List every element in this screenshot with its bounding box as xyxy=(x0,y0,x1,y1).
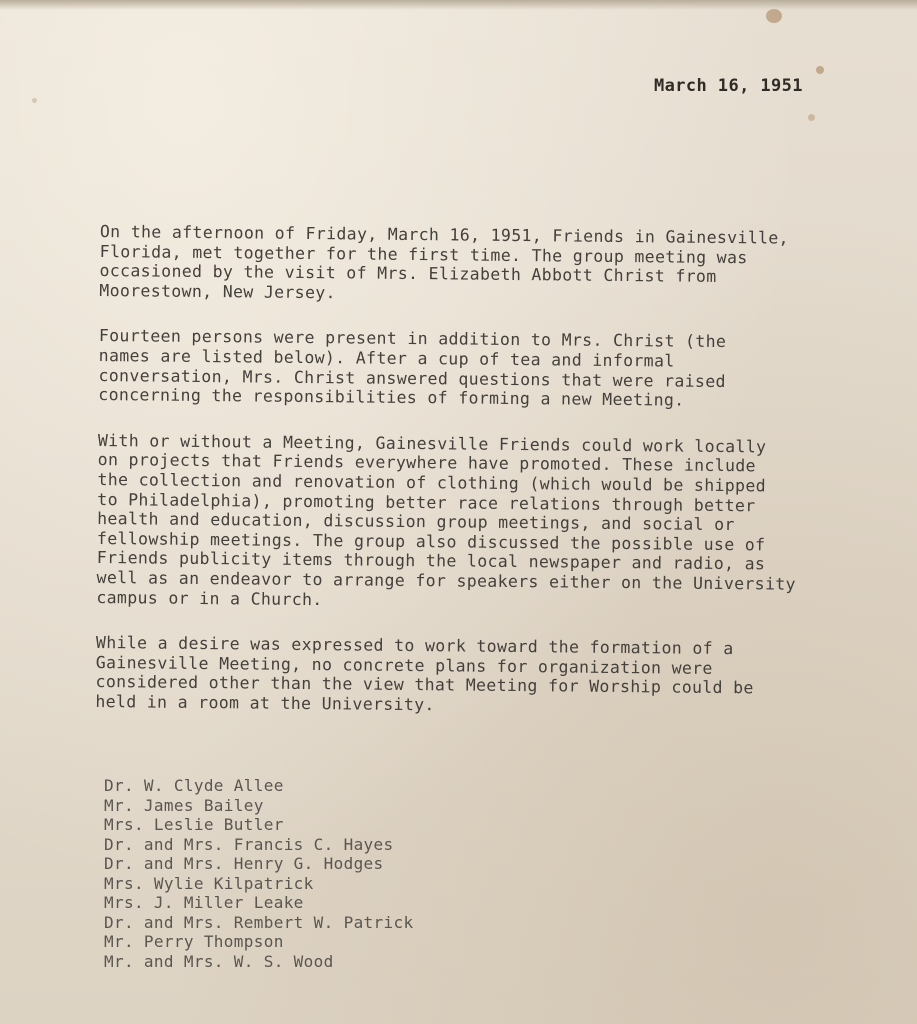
text-line: names are listed below). After a cup of tea and informal xyxy=(98,345,675,371)
text-line: Fourteen persons were present in addition to Mrs. Christ (the xyxy=(98,326,727,352)
text-line: to Philadelphia), promoting better race relations through better xyxy=(97,489,756,515)
paper-stain xyxy=(808,114,815,121)
attendee-name: Dr. and Mrs. Henry G. Hodges xyxy=(104,854,384,873)
attendee-name: Mrs. Wylie Kilpatrick xyxy=(104,873,314,893)
paper-stain xyxy=(32,98,37,103)
paragraph-1 xyxy=(99,222,890,308)
paragraph-3 xyxy=(96,431,888,615)
text-line: health and education, discussion group meetings, and social or xyxy=(97,509,735,535)
attendee-name: Dr. and Mrs. Rembert W. Patrick xyxy=(104,912,414,932)
text-line: conversation, Mrs. Christ answered questions that were raised xyxy=(98,365,726,391)
attendee-name: Mr. and Mrs. W. S. Wood xyxy=(104,951,334,971)
paper-stain xyxy=(816,66,824,74)
text-line: While a desire was expressed to work toward the formation of a xyxy=(95,633,734,659)
text-line: On the afternoon of Friday, March 16, 1951, Friends in Gainesville, xyxy=(99,222,789,248)
paragraph-4 xyxy=(95,633,886,719)
attendee-name: Mr. James Bailey xyxy=(104,795,264,815)
attendee-name: Mrs. J. Miller Leake xyxy=(104,893,304,912)
text-line: the collection and renovation of clothing (which would be shipped xyxy=(97,469,767,496)
letter-body xyxy=(95,222,890,745)
text-line: held in a room at the University. xyxy=(95,691,435,715)
paragraph-2 xyxy=(98,326,889,412)
text-line: Friends publicity items through the local newspaper and radio, as xyxy=(96,548,766,574)
text-line: With or without a Meeting, Gainesville Friends could work locally xyxy=(97,430,767,457)
text-line: occasioned by the visit of Mrs. Elizabeth Abbott Christ from xyxy=(99,261,717,287)
attendee-name: Dr. and Mrs. Francis C. Hayes xyxy=(104,834,394,854)
text-line: fellowship meetings. The group also discussed the possible use of xyxy=(96,528,766,555)
attendee-name: Mr. Perry Thompson xyxy=(104,932,284,951)
text-line: concerning the responsibilities of forming a new Meeting. xyxy=(98,385,685,410)
text-line: well as an endeavor to arrange for speakers either on the University xyxy=(96,567,796,594)
text-line: Florida, met together for the first time. The group meeting was xyxy=(99,241,748,267)
text-line: Moorestown, New Jersey. xyxy=(99,280,336,303)
paper-top-edge xyxy=(0,0,917,10)
text-line: considered other than the view that Meeting for Worship could be xyxy=(95,672,754,698)
attendee-list xyxy=(104,776,413,971)
attendee-name: Dr. W. Clyde Allee xyxy=(104,776,284,795)
text-line: Gainesville Meeting, no concrete plans for organization were xyxy=(95,652,713,678)
letter-date: March 16, 1951 xyxy=(654,76,803,96)
text-line: campus or in a Church. xyxy=(96,587,323,609)
paper-stain xyxy=(766,9,782,23)
attendee-name: Mrs. Leslie Butler xyxy=(104,815,284,834)
text-line: on projects that Friends everywhere have promoted. These include xyxy=(97,450,756,476)
